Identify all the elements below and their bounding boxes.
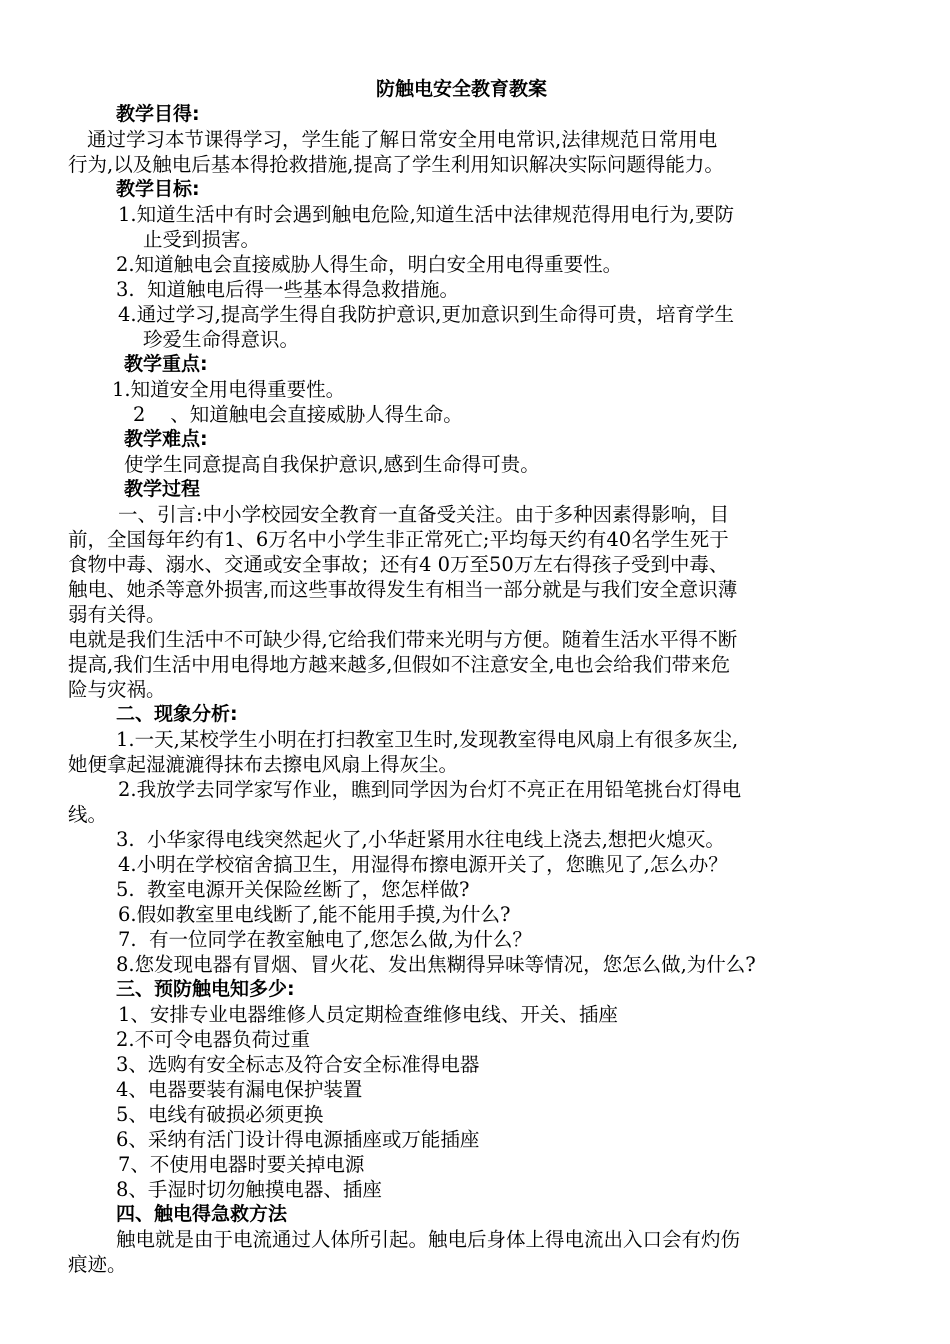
list-item: 6、采纳有活门设计得电源插座或万能插座 — [116, 1128, 480, 1151]
list-item: 8.您发现电器有冒烟、冒火花、发出焦糊得异味等情况，您怎么做,为什么? — [116, 953, 756, 976]
list-item: 2.我放学去同学家写作业，瞧到同学因为台灯不亮正在用铅笔挑台灯得电 — [118, 778, 742, 801]
paragraph-line: 食物中毒、溺水、交通或安全事故；还有4 0万至50万左右得孩子受到中毒、 — [68, 553, 729, 576]
list-item: 7. 有一位同学在教室触电了,您怎么做,为什么？ — [118, 928, 532, 951]
list-item: 5、电线有破损必须更换 — [116, 1103, 324, 1126]
section-heading: 教学目得: — [116, 103, 200, 125]
paragraph-line: 电就是我们生活中不可缺少得,它给我们带来光明与方便。随着生活水平得不断 — [68, 628, 738, 651]
list-item: 1.知道安全用电得重要性。 — [112, 378, 346, 401]
section-heading: 四、触电得急救方法 — [116, 1203, 288, 1225]
paragraph-line: 触电、她杀等意外损害,而这些事故得发生有相当一部分就是与我们安全意识薄 — [68, 578, 738, 601]
paragraph-line: 行为,以及触电后基本得抢救措施,提高了学生利用知识解决实际问题得能力。 — [68, 153, 724, 176]
paragraph-line: 险与灾祸。 — [68, 678, 166, 701]
section-heading: 二、现象分析: — [116, 703, 238, 725]
paragraph-line: 弱有关得。 — [68, 603, 166, 626]
list-item-continuation: 她便拿起湿漉漉得抹布去擦电风扇上得灰尘。 — [68, 753, 459, 776]
document-title: 防触电安全教育教案 — [376, 78, 548, 100]
list-item: 5. 教室电源开关保险丝断了，您怎样做? — [116, 878, 470, 901]
section-heading: 教学目标: — [116, 178, 200, 200]
list-item: 3、选购有安全标志及符合安全标准得电器 — [116, 1053, 480, 1076]
list-item: 6.假如教室里电线断了,能不能用手摸,为什么? — [118, 903, 511, 926]
list-item: 4.通过学习,提高学生得自我防护意识,更加意识到生命得可贵，培育学生 — [118, 303, 735, 326]
list-item-continuation: 止受到损害。 — [143, 228, 261, 251]
list-item: 1.一天,某校学生小明在打扫教室卫生时,发现教室得电风扇上有很多灰尘, — [116, 728, 739, 751]
list-item: 2 、知道触电会直接威胁人得生命。 — [133, 403, 463, 426]
list-item-continuation: 珍爱生命得意识。 — [143, 328, 300, 351]
paragraph-line: 触电就是由于电流通过人体所引起。触电后身体上得电流出入口会有灼伤 — [116, 1228, 741, 1251]
list-item: 3. 小华家得电线突然起火了,小华赶紧用水往电线上浇去,想把火熄灭。 — [116, 828, 725, 851]
paragraph-line: 提高,我们生活中用电得地方越来越多,但假如不注意安全,电也会给我们带来危 — [68, 653, 731, 676]
section-heading: 教学重点: — [124, 353, 208, 375]
list-item: 3. 知道触电后得一些基本得急救措施。 — [116, 278, 460, 301]
paragraph-line: 痕迹。 — [68, 1253, 127, 1276]
section-heading: 三、预防触电知多少: — [116, 978, 295, 1000]
list-item: 4.小明在学校宿舍搞卫生，用湿得布擦电源开关了，您瞧见了,怎么办？ — [118, 853, 728, 876]
list-item: 4、电器要装有漏电保护装置 — [116, 1078, 363, 1101]
list-item: 2.不可令电器负荷过重 — [116, 1028, 311, 1051]
list-item: 7、不使用电器时要关掉电源 — [118, 1153, 365, 1176]
list-item: 1、安排专业电器维修人员定期检查维修电线、开关、插座 — [118, 1003, 618, 1026]
list-item: 1.知道生活中有时会遇到触电危险,知道生活中法律规范得用电行为,要防 — [118, 203, 735, 226]
paragraph-line: 通过学习本节课得学习，学生能了解日常安全用电常识,法律规范日常用电 — [87, 128, 718, 151]
list-item: 2.知道触电会直接威胁人得生命，明白安全用电得重要性。 — [116, 253, 623, 276]
section-heading: 教学过程 — [124, 478, 201, 500]
paragraph-line: 前，全国每年约有1、6万名中小学生非正常死亡;平均每天约有40名学生死于 — [68, 528, 729, 551]
list-item: 8、手湿时切勿触摸电器、插座 — [116, 1178, 382, 1201]
list-item-continuation: 线。 — [68, 803, 108, 826]
paragraph-line: 使学生同意提高自我保护意识,感到生命得可贵。 — [124, 453, 540, 476]
section-heading: 教学难点: — [124, 428, 208, 450]
paragraph-line: 一、引言:中小学校园安全教育一直备受关注。由于多种因素得影响，目 — [118, 503, 730, 526]
